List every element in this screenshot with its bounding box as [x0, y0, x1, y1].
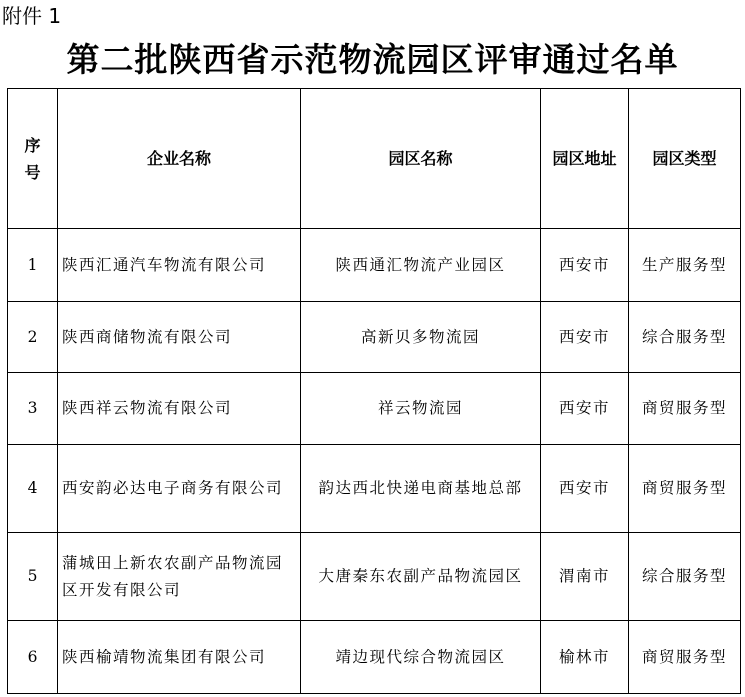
- header-company: 企业名称: [58, 89, 301, 229]
- row-city: 西安市: [541, 302, 629, 373]
- table-header-row: [8, 89, 741, 229]
- row-seq: 4: [8, 445, 58, 533]
- row-city: 西安市: [541, 445, 629, 533]
- row-type: 生产服务型: [629, 229, 741, 302]
- row-park: 高新贝多物流园: [301, 302, 541, 373]
- table-row: [8, 302, 741, 373]
- row-city: 榆林市: [541, 621, 629, 694]
- row-park: 韵达西北快递电商基地总部: [301, 445, 541, 533]
- row-company: 西安韵必达电子商务有限公司: [58, 445, 301, 533]
- table-row: [8, 445, 741, 533]
- row-type: 商贸服务型: [629, 445, 741, 533]
- approval-list-table: [7, 88, 741, 694]
- row-company: 陕西榆靖物流集团有限公司: [58, 621, 301, 694]
- row-seq: 2: [8, 302, 58, 373]
- row-park: 靖边现代综合物流园区: [301, 621, 541, 694]
- row-park: 陕西通汇物流产业园区: [301, 229, 541, 302]
- row-city: 西安市: [541, 373, 629, 445]
- row-company: 陕西商储物流有限公司: [58, 302, 301, 373]
- row-park: 祥云物流园: [301, 373, 541, 445]
- row-seq: 3: [8, 373, 58, 445]
- attachment-label: 附件 1: [2, 4, 62, 28]
- table-row: [8, 373, 741, 445]
- table-row: [8, 533, 741, 621]
- row-company: 陕西汇通汽车物流有限公司: [58, 229, 301, 302]
- row-company: 陕西祥云物流有限公司: [58, 373, 301, 445]
- row-type: 商贸服务型: [629, 621, 741, 694]
- table-row: [8, 621, 741, 694]
- row-seq: 6: [8, 621, 58, 694]
- row-city: 渭南市: [541, 533, 629, 621]
- header-seq: 序号: [8, 89, 58, 229]
- table-row: [8, 229, 741, 302]
- row-park: 大唐秦东农副产品物流园区: [301, 533, 541, 621]
- document-title: 第二批陕西省示范物流园区评审通过名单: [66, 40, 679, 79]
- row-type: 综合服务型: [629, 302, 741, 373]
- header-address: 园区地址: [541, 89, 629, 229]
- header-park: 园区名称: [301, 89, 541, 229]
- row-type: 商贸服务型: [629, 373, 741, 445]
- row-company: 蒲城田上新农农副产品物流园区开发有限公司: [58, 533, 301, 621]
- row-seq: 5: [8, 533, 58, 621]
- row-city: 西安市: [541, 229, 629, 302]
- row-type: 综合服务型: [629, 533, 741, 621]
- header-type: 园区类型: [629, 89, 741, 229]
- row-seq: 1: [8, 229, 58, 302]
